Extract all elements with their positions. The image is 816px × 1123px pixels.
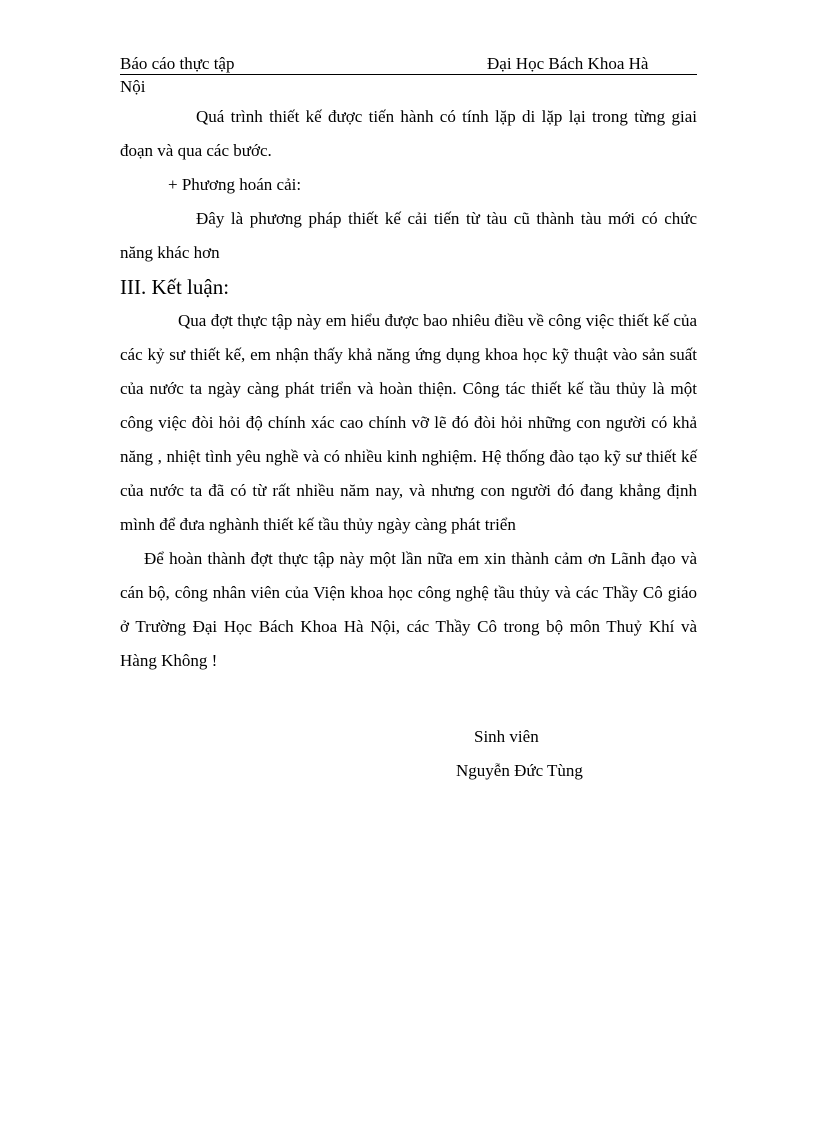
bullet-conversion-method: + Phương hoán cải: [168, 175, 302, 194]
signature-name: Nguyễn Đức Tùng [456, 761, 583, 780]
section-heading-conclusion: III. Kết luận: [120, 275, 230, 299]
paragraph-thanks: Để hoàn thành đợt thực tập này một lần nữa em xin thành cảm ơn Lãnh đạo và cán bộ, công nhân viên của Viện khoa học công nghệ tầu thủy và các Thầy Cô giáo ở Trường Đại Học Bách Khoa Hà Nội, các Thầy Cô trong bộ môn Thuỷ Khí và Hàng Không ! [120, 549, 697, 670]
header-university-wrap: Nội [120, 77, 146, 96]
header-report-title: Báo cáo thực tập [120, 54, 235, 73]
paragraph-design-process: Quá trình thiết kế được tiến hành có tính lặp di lặp lại trong từng giai đoạn và qua các bước. [120, 107, 697, 160]
signature-block [456, 720, 583, 788]
paragraph-conclusion: Qua đợt thực tập này em hiểu được bao nhiêu điều về công việc thiết kế của các kỷ sư thiết kế, em nhận thấy khả năng ứng dụng khoa học kỹ thuật vào sản suất của nước ta ngày càng phát triển và hoàn thiện. Công tác thiết kế tầu thủy là một công việc đòi hỏi độ chính xác cao chính vỡ lẽ đó đòi hỏi những con người có khả năng , nhiệt tình yêu nghề và có nhiều kinh nghiệm. Hệ thống đào tạo kỹ sư thiết kế của nước ta đã có từ rất nhiều năm nay, và nhưng con người đó đang khẳng định mình để đưa nghành thiết kế tầu thủy ngày càng phát triển [120, 311, 697, 534]
paragraph-conversion-method: Đây là phương pháp thiết kế cải tiến từ tàu cũ thành tàu mới có chức năng khác hơn [120, 209, 697, 262]
header-university: Đại Học Bách Khoa Hà [487, 54, 649, 73]
signature-role: Sinh viên [474, 727, 539, 746]
header-rule [120, 74, 697, 75]
document-body [120, 100, 697, 678]
